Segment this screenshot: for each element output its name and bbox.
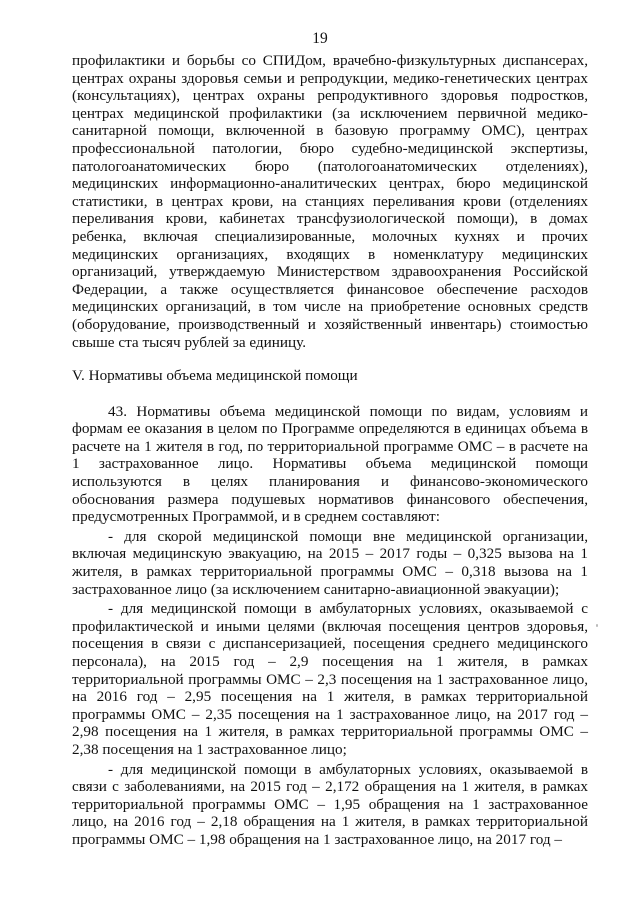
scan-dust-mark bbox=[596, 624, 598, 627]
section-heading: V. Нормативы объема медицинской помощи bbox=[72, 367, 358, 385]
page-number: 19 bbox=[312, 30, 328, 47]
paragraph-continuation: профилактики и борьбы со СПИДом, врачебно-физкультурных диспансерах, центрах охраны здоровья семьи и репродукции, медико-генетических центрах (консультациях), центрах охраны репродуктивного здоровья подростков, центрах медицинской профилактики (за исключением первичной медико-санитарной помощи, включенной в базовую программу ОМС), центрах профессиональной патологии, бюро судебно-медицинской экспертизы, патологоанатомических бюро (патологоанатомических отделениях), медицинских информационно-аналитических центрах, бюро медицинской статистики, в центрах крови, на станциях переливания крови (отделениях переливания крови, кабинетах трансфузиологической помощи), в домах ребенка, включая специализированные, молочных кухнях и прочих медицинских организациях, входящих в номенклатуру медицинских организаций, утверждаемую Министерством здравоохранения Российской Федерации, а также осуществляется финансовое обеспечение расходов медицинских организаций, в том числе на приобретение основных средств (оборудование, производственный и хозяйственный инвентарь) стоимостью свыше ста тысяч рублей за единицу. bbox=[72, 52, 588, 351]
paragraph-43: 43. Нормативы объема медицинской помощи по видам, условиям и формам ее оказания в целом по Программе определяются в единицах объема в расчете на 1 жителя в год, по территориальной программе ОМС – в расчете на 1 застрахованное лицо. Нормативы объема медицинской помощи используются в целях планирования и финансово-экономического обоснования размера подушевых нормативов финансового обеспечения, предусмотренных Программой, и в среднем составляют: bbox=[72, 402, 588, 526]
list-item-emergency-care: - для скорой медицинской помощи вне медицинской организации, включая медицинскую эвакуацию, на 2015 – 2017 годы – 0,325 вызова на 1 жителя, в рамках территориальной программы ОМС – 0,318 вызова на 1 застрахованное лицо (за исключением санитарно-авиационной эвакуации); bbox=[72, 527, 588, 598]
list-item-outpatient-disease: - для медицинской помощи в амбулаторных условиях, оказываемой в связи с заболеваниями, на 2015 год – 2,172 обращения на 1 жителя, в рамках территориальной программы ОМС – 1,95 обращения на 1 застрахованное лицо, на 2016 год – 2,18 обращения на 1 жителя, в рамках территориальной программы ОМС – 1,98 обращения на 1 застрахованное лицо, на 2017 год – bbox=[72, 760, 588, 848]
list-item-outpatient-preventive: - для медицинской помощи в амбулаторных условиях, оказываемой с профилактической и иными целями (включая посещения центров здоровья, посещения в связи с диспансеризацией, посещения среднего медицинского персонала), на 2015 год – 2,9 посещения на 1 жителя, в рамках территориальной программы ОМС – 2,3 посещения на 1 застрахованное лицо, на 2016 год – 2,95 посещения на 1 жителя, в рамках территориальной программы ОМС – 2,35 посещения на 1 застрахованное лицо, на 2017 год – 2,98 посещения на 1 жителя, в рамках территориальной программы ОМС – 2,38 посещения на 1 застрахованное лицо; bbox=[72, 600, 588, 758]
document-body bbox=[72, 52, 588, 849]
